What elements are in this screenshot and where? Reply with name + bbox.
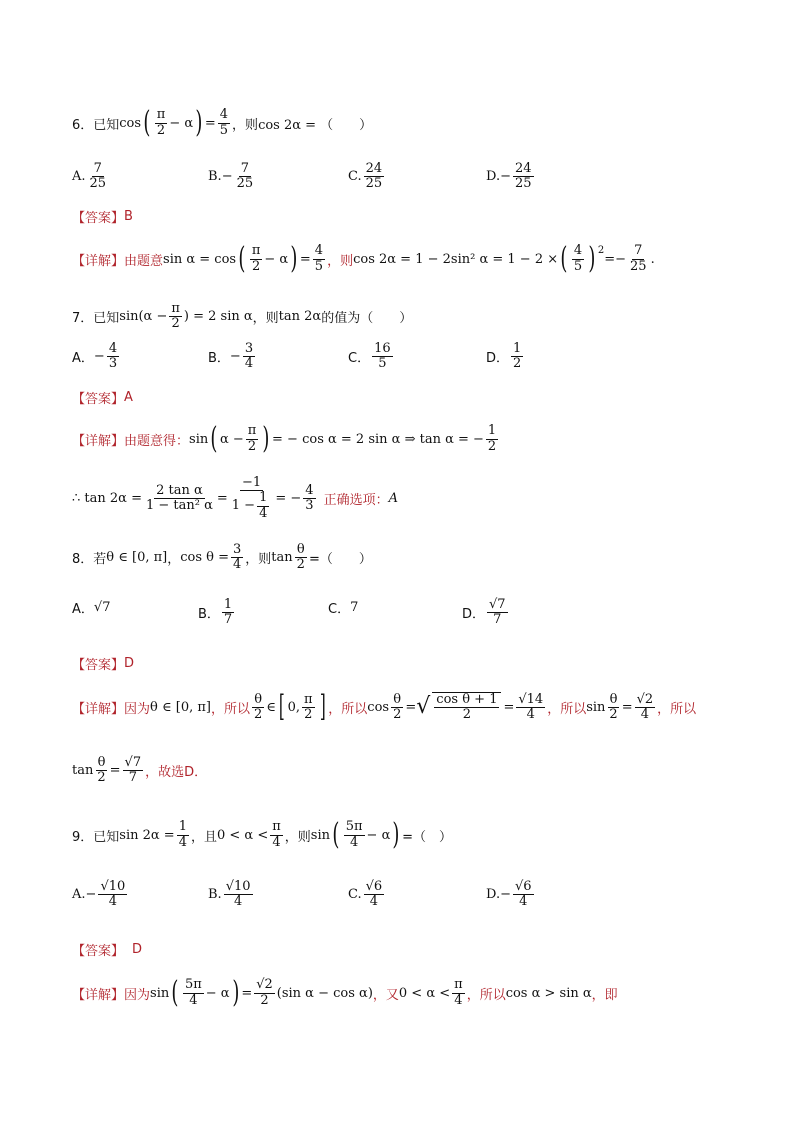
detail-expr: ∴ tan 2α = [72, 490, 142, 506]
fraction: $\frac{\pi}{2}$ [247, 423, 257, 454]
option-fraction: √10 4 [225, 879, 251, 910]
option-fraction: 1 2 [513, 341, 522, 372]
eq: = [405, 699, 417, 715]
option-sign: − [229, 349, 241, 365]
option-fraction: $\frac{√10}{4}$ [100, 879, 126, 910]
q7-stem [72, 302, 412, 332]
answer-tag: 【答案】 [72, 211, 125, 226]
q6-cos: cos [119, 115, 142, 131]
q6-ask-expr: cos 2α = （ ） [258, 117, 373, 133]
q6-option-a[interactable] [72, 162, 110, 192]
q6-rhs: $\frac{4}{5}$ [219, 107, 229, 138]
option-value: 7 [350, 600, 359, 615]
right-paren: ) [392, 817, 400, 852]
q6-answer [72, 207, 133, 226]
detail-text: ，又 [372, 987, 399, 1003]
option-label: A. [72, 887, 86, 903]
q9-ask: ，则 [284, 829, 311, 845]
detail-tag: 【详解】 [72, 987, 125, 1003]
q6-option-b[interactable] [208, 162, 257, 192]
minus-alpha: − α [264, 251, 289, 267]
q9-answer [72, 940, 142, 959]
fraction: $\frac{4}{3}$ [305, 482, 314, 513]
left-bracket: [ [278, 689, 285, 725]
q6-option-c[interactable] [348, 162, 386, 192]
fraction: $\frac{1}{4}$ [178, 819, 187, 850]
fraction: $\frac{\theta}{2}$ [393, 691, 402, 722]
option-label: C． [328, 602, 351, 617]
fraction: $\frac{\theta}{2}$ [296, 542, 305, 573]
q7-detail [72, 421, 500, 456]
option-value: √7 [93, 600, 111, 615]
q7-expr: sin(α − [119, 309, 168, 325]
detail-expr: θ ∈ [0, π] [150, 699, 211, 715]
q6-number: 6．已知 [72, 117, 120, 133]
option-sign: − [221, 169, 233, 185]
detail-then: ，则 [327, 253, 354, 269]
answer-tag: 【答案】 [72, 658, 125, 673]
option-fraction: $\frac{24}{25}$ [515, 161, 532, 192]
q8-stem: 8．若 θ ∈ [0, π] ， cos θ = $\frac{3}{4}$ ，则 tan $\frac{\theta}{2}$ =（ ） [72, 542, 372, 573]
option-sign: − [500, 169, 511, 185]
detail-expr: = − cos α = 2 sin α ⇒ tan α = − [272, 431, 484, 447]
detail-text: 由题意 [124, 253, 164, 269]
option-label: A. [72, 169, 86, 185]
q8-ask: ，则 [245, 552, 272, 568]
q9-number: 9．已知 [72, 829, 120, 845]
detail-expr: cos 2α = 1 − 2sin² α = 1 − 2 × [353, 251, 559, 267]
option-label: B. [208, 887, 222, 903]
right-paren: ) [231, 975, 239, 1010]
q6-stem [72, 105, 373, 140]
eq: = [621, 699, 633, 715]
element-of: ∈ [266, 699, 276, 715]
option-fraction: 16 5 [374, 341, 391, 372]
option-label: D. [486, 169, 501, 185]
q6-ask: ，则 [232, 117, 259, 133]
conclusion-value: A [388, 490, 398, 506]
q8-cond: θ ∈ [0, π] [106, 550, 168, 566]
option-label: D. [486, 887, 501, 903]
detail-tag: 【详解】 [72, 433, 125, 449]
option-sign: − [93, 349, 105, 365]
option-label: B. [208, 169, 222, 185]
q9-ask-tail: =（ ） [402, 829, 452, 845]
q9-mid: ，且 [190, 829, 217, 845]
q9-expr: sin 2α = [119, 827, 175, 843]
fraction: 5π 4 [184, 977, 202, 1008]
detail-text: 因为 [124, 701, 151, 717]
option-fraction: 1 7 [223, 597, 233, 628]
q8-option-a[interactable] [72, 598, 110, 617]
q9-option-b[interactable] [208, 880, 255, 910]
answer-tag: 【答案】 [72, 392, 125, 407]
fraction: $\frac{√2}{2}$ [256, 977, 273, 1008]
fraction: $\frac{√7}{7}$ [124, 755, 142, 786]
eq: = − [275, 490, 302, 506]
detail-expr: cos [367, 699, 390, 715]
eq: = [109, 763, 121, 779]
left-paren: ( [332, 817, 340, 852]
option-label: C. [348, 169, 362, 185]
detail-text: ，所以 [657, 701, 697, 717]
detail-text: 因为 [124, 987, 151, 1003]
period: . [650, 251, 655, 267]
q9-option-d[interactable] [486, 880, 536, 910]
detail-expr: sin [150, 985, 170, 1001]
superscript: 2 [597, 244, 605, 256]
option-label: B． [208, 351, 230, 367]
detail-expr: cos α > sin α [505, 985, 592, 1001]
detail-expr: sin [189, 431, 209, 447]
conclusion: 正确选项： [323, 492, 389, 508]
option-sign: − [85, 887, 97, 903]
detail-text: ，所以 [547, 701, 587, 717]
right-paren: ) [290, 241, 298, 276]
q9-ask-expr: sin [310, 827, 330, 843]
fraction: π 4 [272, 819, 281, 850]
right-paren: ) [588, 241, 596, 276]
detail-expr: 0 < α < [398, 985, 451, 1001]
detail-text: 由题意得： [124, 433, 190, 449]
q6-pi-over-2: π 2 [156, 107, 166, 138]
option-fraction: $\frac{3}{4}$ [244, 341, 254, 372]
q7-option-b[interactable] [208, 342, 257, 372]
option-fraction: √6 4 [365, 879, 383, 910]
q6-right-paren: ) [195, 105, 203, 140]
fraction: $\frac{\theta}{2}$ [609, 691, 618, 722]
q8-ask-tail: =（ ） [308, 552, 372, 568]
right-paren: ) [262, 421, 270, 456]
detail-expr: sin α = cos [163, 251, 237, 267]
q7-option-d[interactable] [486, 342, 525, 372]
option-label: C． [348, 351, 371, 367]
left-paren: ( [238, 241, 246, 276]
detail-expr: tan [72, 763, 94, 779]
fraction: π 2 [304, 691, 313, 722]
q8-option-b[interactable] [198, 598, 236, 628]
option-sign: − [500, 887, 511, 903]
left-paren: ( [171, 975, 179, 1010]
detail-expr: (sin α − cos α) [276, 985, 373, 1001]
eq: = [299, 251, 311, 267]
option-fraction: $\frac{7}{25}$ [236, 161, 254, 192]
fraction: $\frac{1}{2}$ [487, 423, 497, 454]
fraction: $\frac{\text{2 tan α}}{\text{1 − tan² α}}$ [145, 482, 213, 513]
fraction: θ 2 [253, 691, 263, 722]
q9-detail [72, 975, 618, 1010]
option-fraction: √7 7 [489, 597, 506, 628]
compound-fraction: −1 1 − $\frac{1}{4}$ [231, 475, 268, 521]
q8-option-d[interactable] [462, 598, 510, 628]
q8-option-c[interactable] [328, 598, 358, 617]
option-label: D． [486, 351, 510, 367]
q6-minus-alpha: − α [169, 115, 194, 131]
q7-option-a[interactable] [72, 342, 121, 372]
q8-ask-expr: tan [271, 550, 293, 566]
q8-number: 8．若 [72, 552, 107, 568]
detail-text: ，所以 [328, 701, 368, 717]
sqrt-sign: √ [416, 694, 431, 720]
detail-expr: sin [586, 699, 606, 715]
minus-alpha: − α [205, 985, 230, 1001]
q6-left-paren: ( [143, 105, 151, 140]
fraction: 5π 4 [345, 819, 363, 850]
detail-text: ，所以 [210, 701, 250, 717]
option-label: C. [348, 887, 362, 903]
q6-option-d[interactable] [486, 162, 536, 192]
left-paren: ( [560, 241, 568, 276]
q8-cond: cos θ = [180, 550, 229, 566]
q8-answer [72, 654, 134, 673]
q7-ask-expr: tan 2α [278, 309, 322, 325]
q7-answer [72, 388, 133, 407]
q8-detail-line2 [72, 756, 207, 786]
eq: = [241, 985, 253, 1001]
fraction: $\frac{\theta}{2}$ [97, 755, 106, 786]
answer-value: A [124, 390, 133, 405]
detail-tag: 【详解】 [72, 701, 125, 717]
fraction: $\frac{4}{5}$ [314, 243, 324, 274]
option-fraction: 24 25 [365, 161, 383, 192]
q7-number: 7．已知 [72, 311, 120, 327]
q9-option-c[interactable] [348, 880, 386, 910]
left-paren: ( [210, 421, 218, 456]
interval: 0, [287, 699, 301, 715]
fraction: π 2 [251, 243, 261, 274]
option-fraction: 7 25 [89, 161, 107, 192]
q9-cond: 0 < α < [217, 827, 269, 843]
answer-tag: 【答案】 [72, 944, 125, 959]
option-fraction: $\frac{4}{3}$ [108, 341, 118, 372]
q7-detail-line2 [72, 476, 398, 521]
q7-expr: ) = 2 sin α [183, 309, 253, 325]
q6-eq: = [204, 115, 216, 131]
fraction: $\frac{√14}{4}$ [518, 691, 544, 722]
q6-detail: 【详解】 由题意 sin α = cos ( π 2 − α ) = $\frac{4}{5}$ ，则 cos 2α = 1 − 2sin² α = 1 − 2 × ( 4 5 ) $^2$ = − $\frac{7}{25}$ . [72, 241, 655, 276]
q9-option-a[interactable] [72, 880, 129, 910]
fraction: $\frac{3}{4}$ [233, 542, 242, 573]
eq: = [216, 490, 228, 506]
fraction: $\frac{7}{25}$ [630, 243, 647, 274]
minus-alpha: − α [366, 827, 391, 843]
detail-text: ，故选D． [145, 765, 208, 781]
detail-expr: α − [219, 431, 244, 447]
q9-stem [72, 817, 452, 852]
detail-text: ，即 [591, 987, 618, 1003]
answer-value: B [124, 209, 133, 224]
fraction: $\frac{√2}{4}$ [636, 691, 654, 722]
answer-value: D [124, 656, 135, 671]
eq: = [604, 251, 616, 267]
option-fraction: $\frac{√6}{4}$ [515, 879, 532, 910]
eq: = [503, 699, 515, 715]
detail-tag: 【详解】 [72, 253, 125, 269]
option-label: B． [198, 607, 220, 623]
q7-option-c[interactable] [348, 342, 395, 372]
q8-detail [72, 689, 697, 725]
fraction: π 4 [454, 977, 463, 1008]
fraction: $\frac{\pi}{2}$ [171, 301, 180, 332]
option-label: A． [72, 602, 94, 617]
fraction: 4 5 [573, 243, 583, 274]
option-label: D． [462, 607, 486, 623]
answer-value: D [132, 942, 143, 957]
q7-ask-tail: 的值为（ ） [321, 311, 413, 327]
detail-text: ，所以 [466, 987, 506, 1003]
option-label: A． [72, 351, 94, 367]
right-bracket: ] [319, 689, 326, 725]
sqrt-fraction: $\frac{\text{cos θ + 1}}{2}$ [432, 692, 501, 723]
q7-ask: ，则 [252, 311, 279, 327]
